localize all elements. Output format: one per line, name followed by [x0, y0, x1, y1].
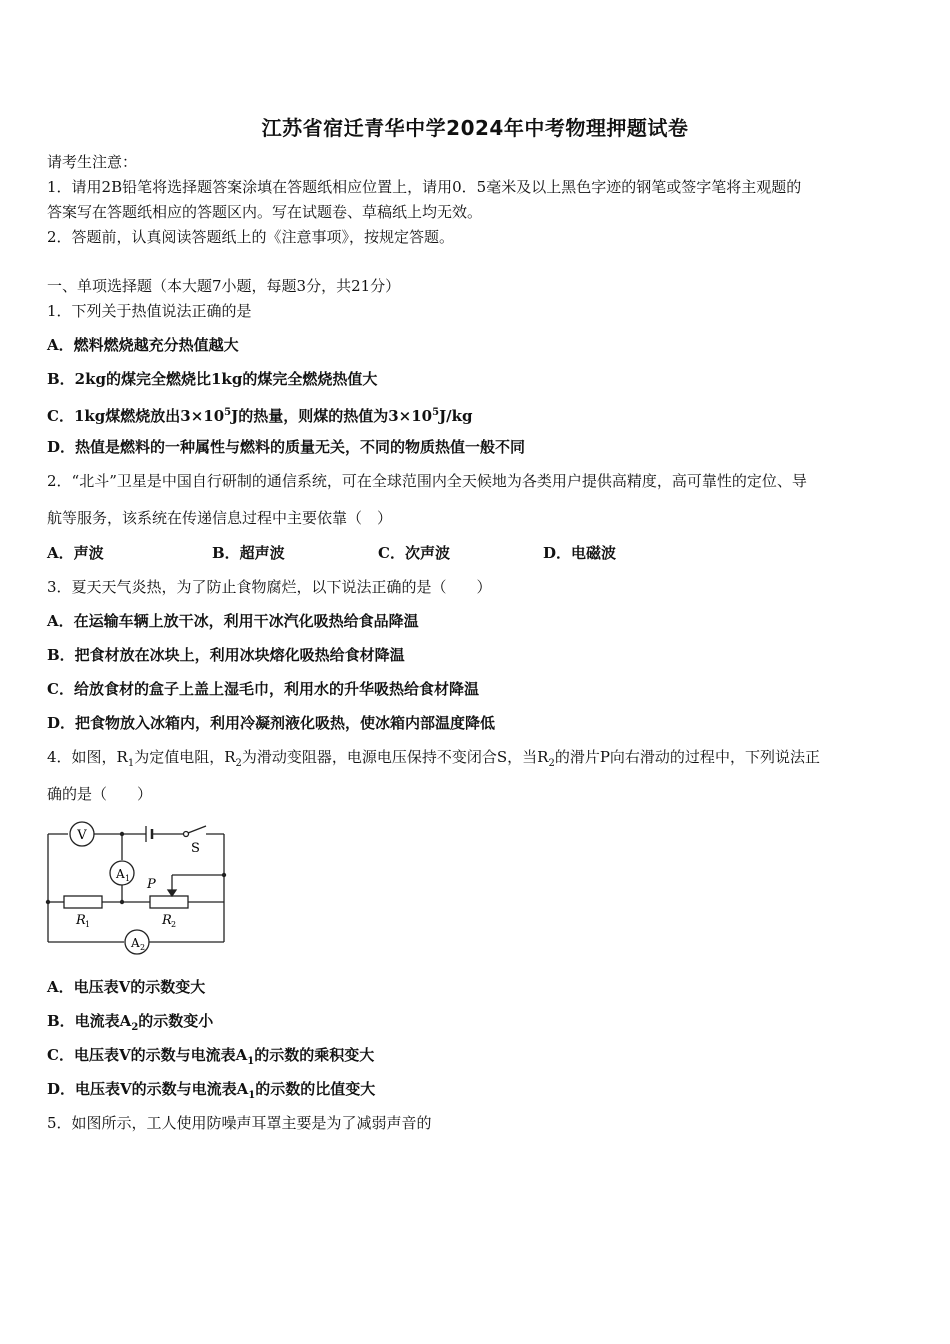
ammeter-a2-label: A — [131, 936, 140, 950]
q4-option-c — [47, 1045, 374, 1072]
ammeter-a1-label: A — [116, 867, 125, 881]
ammeter-a2-subscript: 2 — [140, 943, 146, 952]
q4-stem-part3: 为滑动变阻器，电源电压保持不变闭合S，当R — [241, 748, 549, 766]
q4-c-part1: C．电压表V的示数与电流表A — [47, 1046, 248, 1064]
q2-stem-a: 2．“北斗”卫星是中国自行研制的通信系统，可在全球范围内全天候地为各类用户提供高精度，高可靠性的定位、导 — [47, 472, 807, 490]
q4-c-part2: 的示数的乘积变大 — [254, 1046, 375, 1064]
q1-c-part2: J的热量，则煤的热值为3×10 — [231, 407, 433, 425]
q2-stem-b: 航等服务，该系统在传递信息过程中主要依靠（ ） — [47, 509, 393, 527]
q4-b-part1: B．电流表A — [47, 1012, 132, 1030]
notice-line-1a: 1．请用2B铅笔将选择题答案涂填在答题纸相应位置上，请用0．5毫米及以上黑色字迹的钢笔或签字笔将主观题的 — [47, 178, 802, 196]
q1-option-d: D．热值是燃料的一种属性与燃料的质量无关，不同的物质热值一般不同 — [47, 438, 526, 456]
q1-option-c — [47, 403, 473, 426]
q2-option-c: C．次声波 — [378, 544, 450, 562]
voltmeter-label: V — [77, 828, 87, 843]
q4-c-subscript: 1 — [247, 1056, 255, 1067]
q1-option-b: B．2kg的煤完全燃烧比1kg的煤完全燃烧热值大 — [47, 370, 378, 388]
slider-label: P — [147, 877, 156, 892]
q3-option-c: C．给放食材的盒子上盖上湿毛巾，利用水的升华吸热给食材降温 — [47, 680, 479, 698]
q4-stem-part2: 为定值电阻，R — [134, 748, 236, 766]
q4-b-part2: 的示数变小 — [138, 1012, 214, 1030]
notice-line-1b: 答案写在答题纸相应的答题区内。写在试题卷、草稿纸上均无效。 — [47, 203, 483, 221]
section-heading: 一、单项选择题（本大题7小题，每题3分，共21分） — [47, 277, 401, 295]
resistor-r2-subscript: 2 — [171, 920, 177, 929]
q4-r2-subscript: 2 — [235, 758, 242, 769]
q4-r2-subscript-2: 2 — [548, 758, 555, 769]
q4-d-part1: D．电压表V的示数与电流表A — [47, 1080, 249, 1098]
q3-option-b: B．把食材放在冰块上，利用冰块熔化吸热给食材降温 — [47, 646, 405, 664]
q4-d-part2: 的示数的比值变大 — [255, 1080, 376, 1098]
q4-option-d — [47, 1079, 375, 1106]
q5-stem: 5．如图所示，工人使用防噪声耳罩主要是为了减弱声音的 — [47, 1114, 432, 1132]
resistor-r1-subscript: 1 — [85, 920, 91, 929]
q1-stem: 1．下列关于热值说法正确的是 — [47, 302, 252, 320]
q1-option-a: A．燃料燃烧越充分热值越大 — [47, 336, 239, 354]
q2-option-d: D．电磁波 — [543, 544, 617, 562]
q2-option-b: B．超声波 — [212, 544, 285, 562]
q4-option-a: A．电压表V的示数变大 — [47, 978, 206, 996]
exam-title: 江苏省宿迁青华中学2024年中考物理押题试卷 — [261, 116, 689, 140]
q4-stem-a — [47, 747, 820, 774]
q3-option-d: D．把食物放入冰箱内，利用冷凝剂液化吸热，使冰箱内部温度降低 — [47, 714, 496, 732]
notice-line-2: 2．答题前，认真阅读答题纸上的《注意事项》，按规定答题。 — [47, 228, 455, 246]
q3-stem: 3．夏天天气炎热，为了防止食物腐烂，以下说法正确的是（ ） — [47, 578, 492, 596]
q4-option-b — [47, 1011, 213, 1038]
q1-c-part3: J/kg — [439, 407, 473, 425]
q3-option-a: A．在运输车辆上放干冰，利用干冰汽化吸热给食品降温 — [47, 612, 419, 630]
notice-heading: 请考生注意： — [47, 153, 138, 171]
q4-d-subscript: 1 — [248, 1090, 256, 1101]
q2-option-a: A．声波 — [47, 544, 104, 562]
ammeter-a1-subscript: 1 — [125, 874, 131, 883]
q4-b-subscript: 2 — [131, 1022, 139, 1033]
circuit-diagram — [44, 818, 234, 958]
q4-stem-part4: 的滑片P向右滑动的过程中，下列说法正 — [554, 748, 820, 766]
resistor-r2-label: R — [162, 913, 172, 928]
q1-c-exponent-2: 5 — [432, 407, 440, 418]
q4-r1-subscript: 1 — [127, 758, 135, 769]
q1-c-exponent-1: 5 — [224, 407, 232, 418]
q4-stem-b: 确的是（ ） — [47, 785, 153, 803]
q1-c-part1: C．1kg煤燃烧放出3×10 — [47, 407, 225, 425]
resistor-r1-label: R — [76, 913, 86, 928]
q4-stem-part1: 4．如图，R — [47, 748, 128, 766]
switch-label: S — [191, 841, 200, 856]
